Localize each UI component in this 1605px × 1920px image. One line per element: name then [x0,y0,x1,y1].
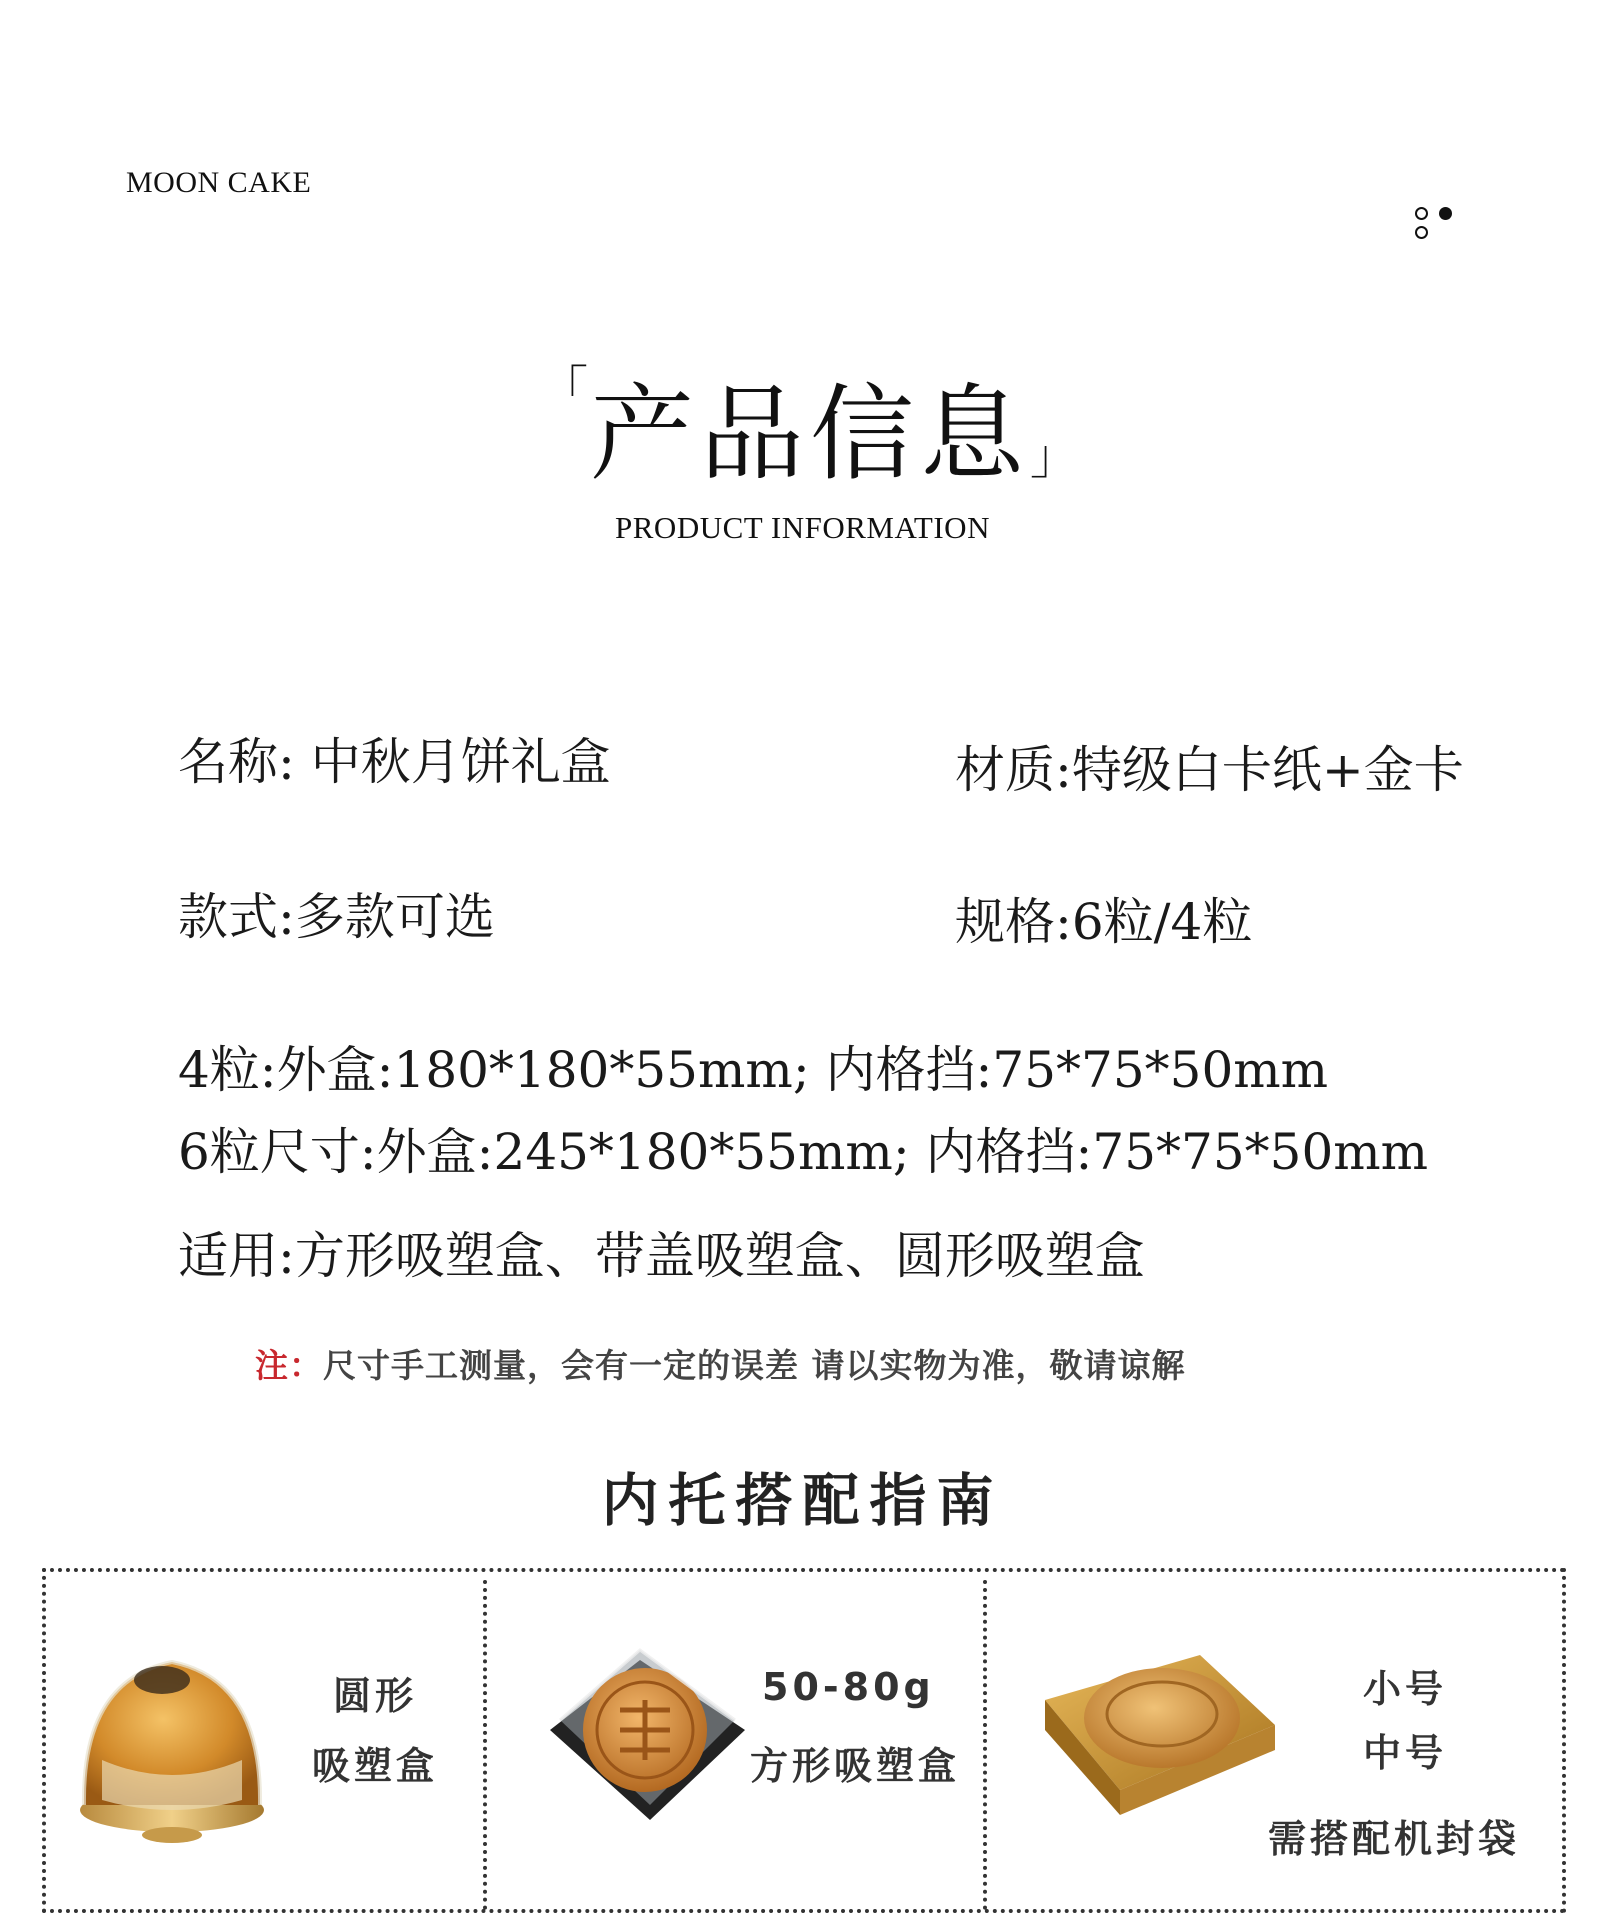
guide-item-2-line2: 方形吸塑盒 [750,1744,961,1788]
guide-item-2-line1: 50-80g [762,1665,935,1709]
dot-icon [1415,207,1428,220]
guide-item-3-line2: 中号 [1362,1731,1447,1775]
product-name: 名称: 中秋月饼礼盒 [178,733,611,791]
guide-item-3-line3: 需搭配机封袋 [1268,1817,1521,1861]
dot-active-icon [1439,207,1452,220]
dot-icon [1415,226,1428,239]
size-4pcs: 4粒:外盒:180*180*55mm; 内格挡:75*75*50mm [178,1041,1329,1099]
brand-label: MOON CAKE [126,166,312,199]
product-spec: 规格:6粒/4粒 [955,893,1253,951]
page-title: 产品信息 [590,373,1031,495]
title-close-bracket: 」 [1030,429,1079,485]
guide-item-1-line2: 吸塑盒 [311,1744,438,1788]
square-lidded-tray-image [530,1620,760,1850]
page-subtitle: PRODUCT INFORMATION [615,510,990,545]
product-material: 材质:特级白卡纸+金卡 [955,741,1464,799]
size-6pcs: 6粒尺寸:外盒:245*180*55mm; 内格挡:75*75*50mm [178,1123,1429,1181]
note-text: 尺寸手工测量，会有一定的误差 请以实物为准，敬请谅解 [323,1346,1186,1385]
pagination-dots [1415,205,1485,225]
guide-title: 内托搭配指南 [601,1468,1004,1534]
note-line [255,1340,1186,1387]
guide-divider [483,1580,487,1910]
guide-item-1-line1: 圆形 [332,1674,417,1718]
suitable-trays: 适用:方形吸塑盒、带盖吸塑盒、圆形吸塑盒 [178,1227,1145,1285]
round-dome-tray-image [72,1640,282,1850]
title-open-bracket: 「 [540,361,589,417]
note-label: 注： [255,1346,323,1385]
product-style: 款式:多款可选 [178,888,495,946]
guide-divider [983,1580,987,1910]
guide-item-3-line1: 小号 [1362,1667,1447,1711]
gold-tray-image [1040,1640,1280,1840]
